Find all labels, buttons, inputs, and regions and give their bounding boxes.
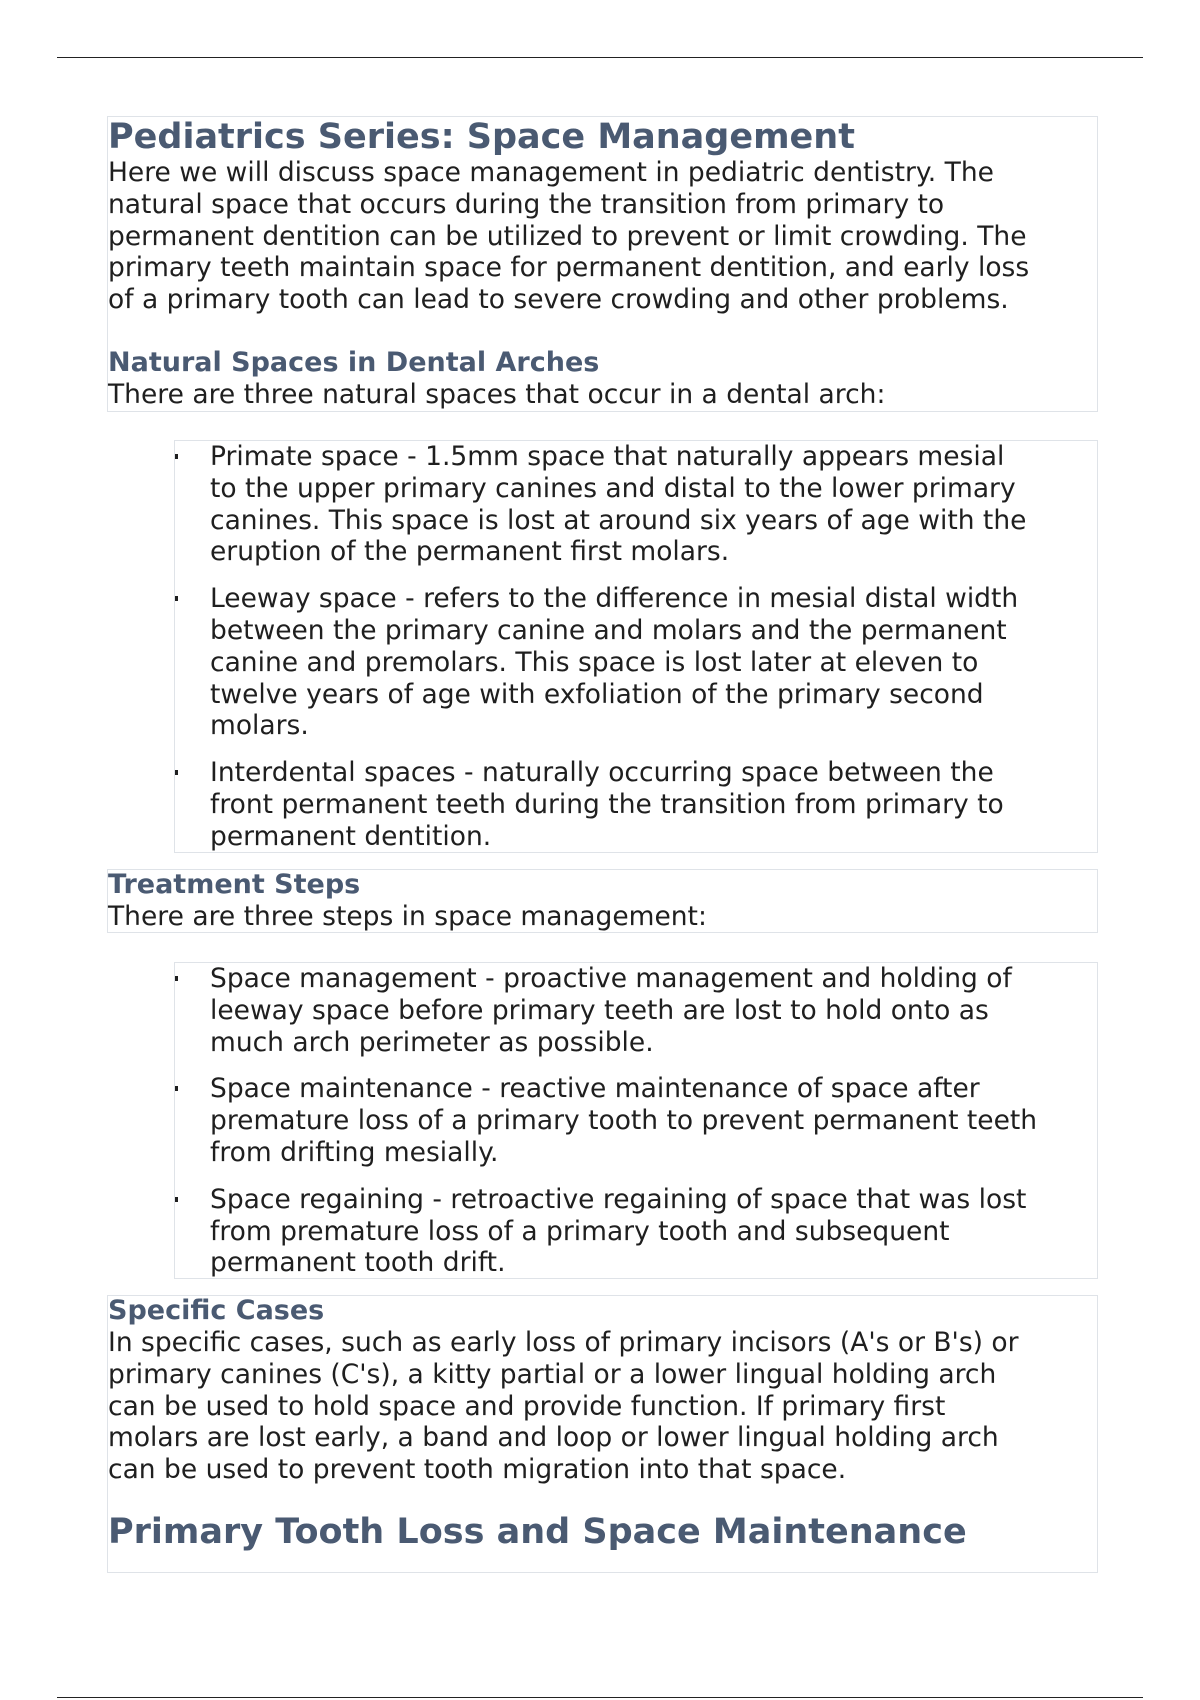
specific-cases-heading: Specific Cases (108, 1295, 325, 1326)
list-item-line: leeway space before primary teeth are lost to hold onto as (210, 994, 989, 1026)
intro-paragraph (108, 157, 1029, 316)
list-item-line: from premature loss of a primary tooth and subsequent (210, 1215, 950, 1247)
intro-section (107, 116, 1098, 412)
intro-line: natural space that occurs during the transition from primary to (108, 188, 945, 220)
list-item-line: permanent tooth drift. (210, 1247, 506, 1279)
list-item-line: permanent dentition. (210, 820, 492, 852)
treatment-steps-lead-text: There are three steps in space management: (108, 901, 707, 932)
list-item-line: to the upper primary canines and distal to the lower primary (210, 472, 1016, 504)
paragraph-line: can be used to prevent tooth migration into that space. (108, 1454, 847, 1486)
list-item-line: twelve years of age with exfoliation of the primary second (210, 678, 984, 710)
list-item-line: Interdental spaces - naturally occurring space between the (210, 757, 994, 789)
list-item-line: canine and premolars. This space is lost later at eleven to (210, 646, 979, 678)
list-item-line: eruption of the permanent first molars. (210, 536, 730, 568)
bullet-icon (175, 770, 178, 775)
list-item-line: front permanent teeth during the transition from primary to (210, 788, 1004, 820)
bullet-icon (175, 454, 178, 459)
treatment-steps-heading: Treatment Steps (108, 869, 361, 900)
list-item-line: canines. This space is lost at around six years of age with the (210, 504, 1027, 536)
list-item (175, 1073, 1037, 1168)
bullet-icon (175, 596, 178, 601)
specific-cases-paragraph (108, 1327, 1019, 1486)
paragraph-line: can be used to hold space and provide function. If primary first (108, 1390, 946, 1422)
specific-cases-section (107, 1295, 1098, 1573)
natural-spaces-list-box (174, 440, 1098, 853)
bullet-icon (175, 1086, 178, 1091)
section-title: Primary Tooth Loss and Space Maintenance (108, 1512, 967, 1552)
list-item-line: molars. (210, 710, 309, 742)
treatment-steps-list (175, 963, 1037, 1279)
natural-spaces-heading: Natural Spaces in Dental Arches (108, 347, 600, 378)
natural-spaces-list (175, 441, 1026, 853)
intro-line: of a primary tooth can lead to severe crowding and other problems. (108, 284, 1009, 316)
paragraph-line: In specific cases, such as early loss of primary incisors (A's or B's) or (108, 1327, 1019, 1358)
list-item-line: between the primary canine and molars and the permanent (210, 614, 1007, 646)
list-item (175, 963, 1037, 1058)
list-item (175, 583, 1026, 742)
list-item-line: Space management - proactive management and holding of (210, 963, 1012, 994)
list-item-line: Leeway space - refers to the difference in mesial distal width (210, 583, 1019, 615)
list-item-line: much arch perimeter as possible. (210, 1026, 654, 1058)
treatment-steps-section (107, 869, 1098, 933)
list-item-line: Space regaining - retroactive regaining of space that was lost (210, 1183, 1027, 1215)
intro-line: permanent dentition can be utilized to prevent or limit crowding. The (108, 220, 1027, 252)
list-item-line: from drifting mesially. (210, 1136, 499, 1168)
bullet-icon (175, 1197, 178, 1202)
page-bottom-rule (57, 1697, 1143, 1698)
treatment-steps-lead (108, 901, 707, 933)
intro-line: primary teeth maintain space for permanent dentition, and early loss (108, 252, 1030, 284)
list-item-line: premature loss of a primary tooth to prevent permanent teeth (210, 1105, 1038, 1137)
list-item-line: Primate space - 1.5mm space that naturally appears mesial (210, 441, 1005, 472)
treatment-steps-list-box (174, 962, 1098, 1279)
intro-line: Here we will discuss space management in pediatric dentistry. The (108, 157, 994, 188)
list-item (175, 441, 1026, 568)
list-item (175, 1184, 1037, 1279)
bullet-icon (175, 976, 178, 981)
list-item (175, 757, 1026, 852)
natural-spaces-lead (108, 379, 885, 411)
natural-spaces-lead-text: There are three natural spaces that occur in a dental arch: (108, 379, 886, 410)
page-top-rule (57, 57, 1143, 58)
page-title: Pediatrics Series: Space Management (108, 117, 855, 157)
list-item-line: Space maintenance - reactive maintenance of space after (210, 1073, 980, 1105)
paragraph-line: primary canines (C's), a kitty partial or a lower lingual holding arch (108, 1358, 997, 1390)
paragraph-line: molars are lost early, a band and loop or lower lingual holding arch (108, 1422, 999, 1454)
